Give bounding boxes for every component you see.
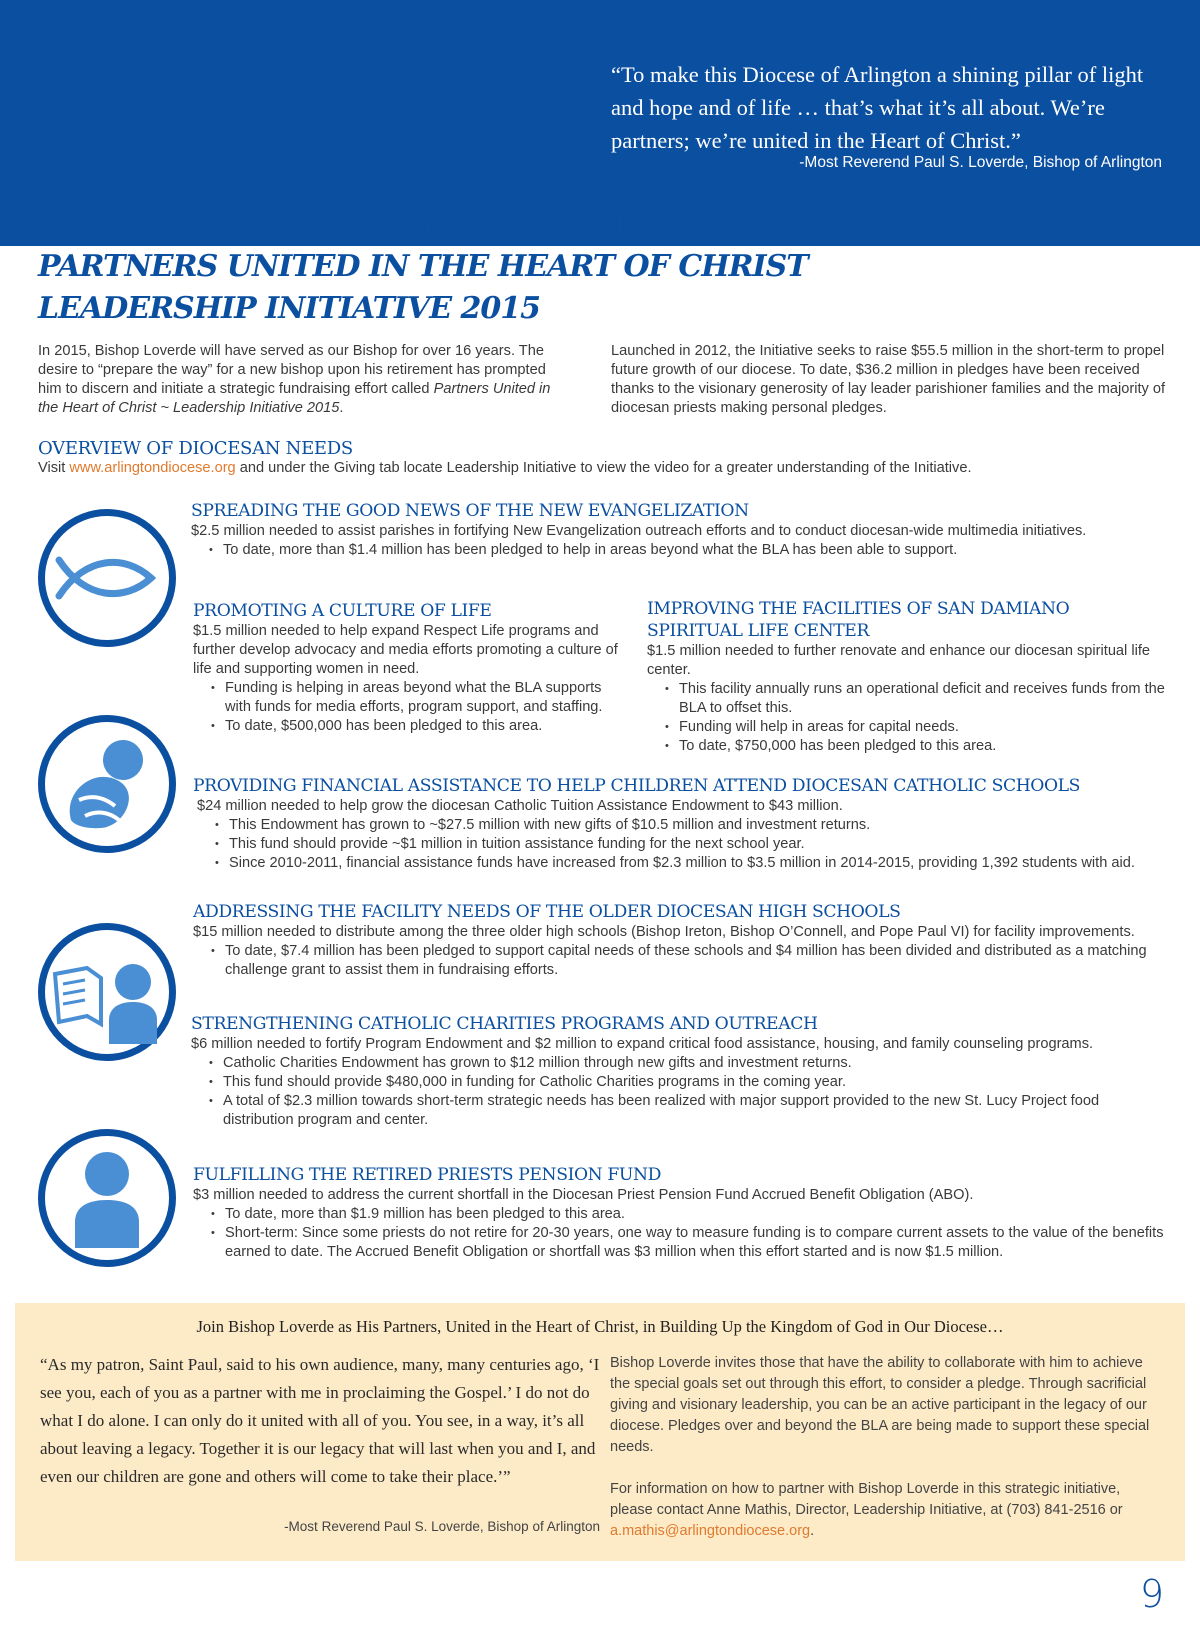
overview-title: OVERVIEW OF DIOCESAN NEEDS bbox=[38, 438, 353, 459]
contact-text bbox=[610, 1479, 1165, 1542]
section-body bbox=[191, 522, 1166, 560]
section-summary: $6 million needed to fortify Program Endowment and $2 million to expand critical food assistance, housing, and family counseling programs. bbox=[191, 1036, 1094, 1052]
list-item: • To date, $500,000 has been pledged to this area. bbox=[211, 717, 618, 736]
contact-end: . bbox=[810, 1523, 815, 1539]
section-catholic-charities bbox=[191, 1013, 1166, 1130]
section-summary: $2.5 million needed to assist parishes in fortifying New Evangelization outreach efforts and to conduct diocesan-wide multimedia initiatives. bbox=[191, 523, 1087, 539]
overview-text-b: and under the Giving tab locate Leadership Initiative to view the video for a greater understanding of the Initiative. bbox=[235, 460, 972, 476]
list-item: • To date, more than $1.4 million has been pledged to help in areas beyond what the BLA has been able to support. bbox=[209, 541, 1166, 560]
intro-left-text: In 2015, Bishop Loverde will have served as our Bishop for over 16 years. The desire to “prepare the way” for a new bishop upon his retirement has prompted him to discern and initiate a strategic fundraising effort called bbox=[38, 343, 546, 397]
fish-icon bbox=[45, 516, 169, 640]
section-title: FULFILLING THE RETIRED PRIESTS PENSION FUND bbox=[193, 1165, 661, 1185]
bishop-quote: “As my patron, Saint Paul, said to his own audience, many, many centuries ago, ‘I see you, each of you as a partner with me in proclaiming the Gospel.’ I do not do what I do alone. I can only do it united with all of you. You see, in a way, it’s all about leaving a legacy. Together it is our legacy that will last when you and I, and even our children are gone and others will come to take their place.’” bbox=[40, 1355, 600, 1486]
section-school-assistance bbox=[193, 775, 1168, 873]
overview-text-a: Visit bbox=[38, 460, 70, 476]
initiative-name: Partners United in the Heart of Christ ~ Leadership Initiative 2015 bbox=[38, 381, 551, 416]
section-title: PROMOTING A CULTURE OF LIFE bbox=[193, 601, 492, 621]
list-item: • To date, more than $1.9 million has been pledged to this area. bbox=[211, 1205, 1168, 1224]
call-to-action-box bbox=[15, 1303, 1185, 1561]
list-item: • To date, $7.4 million has been pledged to support capital needs of these schools and $4 million has been divided and distributed as a matching challenge grant to assist them in fundraising efforts. bbox=[211, 942, 1168, 980]
contact-email-link[interactable]: a.mathis@arlingtondiocese.org bbox=[610, 1523, 811, 1539]
intro-left-end: . bbox=[339, 400, 344, 416]
list-item: • This fund should provide ~$1 million in tuition assistance funding for the next school year. bbox=[215, 835, 1168, 854]
list-item: • Catholic Charities Endowment has grown to $12 million through new gifts and investment returns. bbox=[209, 1054, 1166, 1073]
cta-heading: Join Bishop Loverde as His Partners, United in the Heart of Christ, in Building Up the Kingdom of God in Our Diocese… bbox=[196, 1317, 1004, 1336]
mother-child-icon bbox=[45, 722, 169, 846]
section-summary: $1.5 million needed to help expand Respect Life programs and further develop advocacy and media efforts promoting a culture of life and supporting women in need. bbox=[193, 623, 618, 677]
book-reader-icon bbox=[45, 930, 169, 1054]
diocese-website-link[interactable]: www.arlingtondiocese.org bbox=[69, 460, 236, 476]
section-body bbox=[193, 622, 618, 736]
section-title: STRENGTHENING CATHOLIC CHARITIES PROGRAMS AND OUTREACH bbox=[191, 1014, 818, 1034]
list-item: • To date, $750,000 has been pledged to this area. bbox=[665, 737, 1167, 756]
person-icon bbox=[45, 1136, 169, 1260]
page-number: 9 bbox=[1139, 1572, 1164, 1616]
section-body bbox=[193, 923, 1168, 980]
overview-text bbox=[38, 460, 972, 476]
section-san-damiano bbox=[647, 598, 1167, 756]
section-title: IMPROVING THE FACILITIES OF SAN DAMIANO SPIRITUAL LIFE CENTER bbox=[647, 599, 1070, 641]
mother-child-icon-circle bbox=[38, 715, 176, 853]
section-priests-pension bbox=[193, 1164, 1168, 1262]
page-subtitle: PARTNERS UNITED IN THE HEART OF CHRIST LEADERSHIP INITIATIVE 2015 bbox=[38, 249, 808, 326]
section-body bbox=[193, 1186, 1168, 1262]
section-summary: $15 million needed to distribute among the three older high schools (Bishop Ireton, Bishop O’Connell, and Pope Paul VI) for facility improvements. bbox=[193, 924, 1135, 940]
section-body bbox=[193, 797, 1168, 873]
section-body bbox=[647, 642, 1167, 756]
list-item: • Short-term: Since some priests do not retire for 20-30 years, one way to measure funding is to compare current assets to the value of the benefits earned to date. The Accrued Benefit Obligation or shortfall was $3 million when this effort started and is now $1.5 million. bbox=[211, 1224, 1168, 1262]
page-title: STRATEGIC LONGTERM FUNDING bbox=[38, 201, 720, 245]
header-quote-attribution: -Most Reverend Paul S. Loverde, Bishop of Arlington bbox=[799, 154, 1162, 171]
invitation-text: Bishop Loverde invites those that have the ability to collaborate with him to achieve the special goals set out through this effort, to consider a pledge. Through sacrificial giving and visionary leadership, you can be an active participant in the legacy of our diocese. Pledges over and beyond the BLA are being made to support these special needs. bbox=[610, 1355, 1150, 1455]
list-item: • A total of $2.3 million towards short-term strategic needs has been realized with major support provided to the new St. Lucy Project food distribution program and center. bbox=[209, 1092, 1166, 1130]
section-evangelization bbox=[191, 500, 1166, 560]
section-culture-of-life bbox=[193, 600, 618, 736]
section-high-schools bbox=[193, 901, 1168, 980]
contact-info: For information on how to partner with Bishop Loverde in this strategic initiative, please contact Anne Mathis, Director, Leadership Initiative, at (703) 841-2516 or bbox=[610, 1481, 1123, 1518]
intro-left bbox=[38, 342, 568, 418]
bishop-quote-attribution: -Most Reverend Paul S. Loverde, Bishop of Arlington bbox=[284, 1519, 600, 1534]
section-title: PROVIDING FINANCIAL ASSISTANCE TO HELP CHILDREN ATTEND DIOCESAN CATHOLIC SCHOOLS bbox=[193, 776, 1081, 796]
list-item: • This Endowment has grown to ~$27.5 million with new gifts of $10.5 million and investment returns. bbox=[215, 816, 1168, 835]
section-summary: $24 million needed to help grow the diocesan Catholic Tuition Assistance Endowment to $43 million. bbox=[197, 798, 843, 814]
list-item: • Since 2010-2011, financial assistance funds have increased from $2.3 million to $3.5 million in 2014-2015, providing 1,392 students with aid. bbox=[215, 854, 1168, 873]
intro-right: Launched in 2012, the Initiative seeks to raise $55.5 million in the short-term to propel future growth of our diocese. To date, $36.2 million in pledges have been received thanks to the visionary generosity of lay leader parishioner families and the majority of diocesan priests making personal pledges. bbox=[611, 343, 1166, 416]
list-item: • Funding is helping in areas beyond what the BLA supports with funds for media efforts, program support, and staffing. bbox=[211, 679, 618, 717]
list-item: • This fund should provide $480,000 in funding for Catholic Charities programs in the coming year. bbox=[209, 1073, 1166, 1092]
section-body bbox=[191, 1035, 1166, 1130]
section-summary: $1.5 million needed to further renovate and enhance our diocesan spiritual life center. bbox=[647, 643, 1150, 678]
section-title: ADDRESSING THE FACILITY NEEDS OF THE OLDER DIOCESAN HIGH SCHOOLS bbox=[193, 902, 901, 922]
fish-icon-circle bbox=[38, 509, 176, 647]
section-title: SPREADING THE GOOD NEWS OF THE NEW EVANGELIZATION bbox=[191, 501, 749, 521]
person-icon-circle bbox=[38, 1129, 176, 1267]
book-reader-icon-circle bbox=[38, 923, 176, 1061]
list-item: • This facility annually runs an operational deficit and receives funds from the BLA to offset this. bbox=[665, 680, 1167, 718]
list-item: • Funding will help in areas for capital needs. bbox=[665, 718, 1167, 737]
section-summary: $3 million needed to address the current shortfall in the Diocesan Priest Pension Fund Accrued Benefit Obligation (ABO). bbox=[193, 1187, 974, 1203]
header-quote: “To make this Diocese of Arlington a shining pillar of light and hope and of life … that’s what it’s all about. We’re partners; we’re united in the Heart of Christ.” bbox=[611, 62, 1144, 153]
